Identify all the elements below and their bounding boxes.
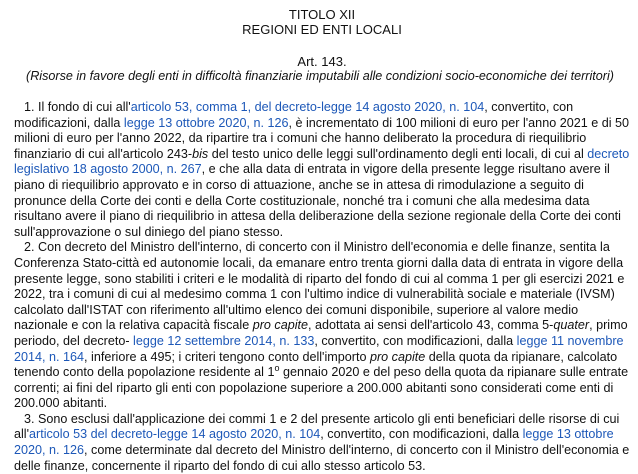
italic-term: pro capite [369,349,426,364]
italic-term: pro capite [252,318,309,333]
law-link[interactable]: articolo 53 del decreto-legge 14 agosto 2020, n. 104 [29,427,321,442]
law-link[interactable]: decreto legislativo 18 agosto 2000, n. 267 [14,146,630,177]
italic-term: quater [553,318,590,333]
text-span: , e che alla data di entrata in vigore della presente legge risultano avere il piano di riequilibrio approvato e in corso di attuazione, anche se in attesa di rimodulazione a seguito di pronunce della Corte dei conti e della Corte costituzionale, nonché tra i comuni che alla medesima data risultano avere il piano di riequilibrio in attesa della deliberazione della sezione regionale della Corte dei conti sull'approvazione o sul diniego del piano stesso. [14,162,621,239]
title-subheading: REGIONI ED ENTI LOCALI [242,22,402,37]
text-span: , convertito, con modificazioni, dalla [14,100,574,130]
text-span: , è incrementato di 100 milioni di euro per l'anno 2021 e di 50 milioni di euro per l'anno 2022, da ripartire tra i comuni che hanno deliberato la procedura di riequilibrio finanziario di cui all'articolo 243- [14,115,630,161]
text-span: 1. Il fondo di cui all' [24,100,131,114]
text-span: , primo periodo, del decreto- [14,318,628,348]
text-span: , convertito, con modificazioni, dalla [320,427,523,442]
law-link[interactable]: legge 11 novembre 2014, n. 164 [14,333,624,364]
italic-term: bis [192,146,209,161]
text-span: gennaio 2020 e del peso della quota da ripianare sulle entrate correnti; ai fini del riparto gli enti con popolazione superiore a 200.000 abitanti sono considerati come enti di 200.000 abitanti. [14,365,629,411]
law-link[interactable]: articolo 53, comma 1, del decreto-legge 14 agosto 2020, n. 104 [130,100,485,114]
law-link[interactable]: legge 12 settembre 2014, n. 133 [133,333,315,348]
text-span: 2. Con decreto del Ministro dell'interno, di concerto con il Ministro dell'economia e delle finanze, sentita la Conferenza Stato-città ed autonomie locali, da emanare entro trenta giorni dalla data di entrata in vigore della presente legge, sono stabiliti i criteri e le modalità di riparto del fondo di cui al comma 1 per gli esercizi 2021 e 2022, tra i comuni di cui al medesimo comma 1 con l'ultimo indice di vulnerabilità sociale e materiale (IVSM) calcolato dall'ISTAT con riferimento all'ultimo elenco dei comuni disponibile, superiore al valore medio nazionale e con la relativa capacità fiscale [14,240,625,333]
text-span: , convertito, con modificazioni, dalla [314,333,517,348]
text-span: 3. Sono esclusi dall'applicazione dei commi 1 e 2 del presente articolo gli enti beneficiari delle risorse di cui all' [14,411,620,442]
text-span: del testo unico delle leggi sull'ordinamento degli enti locali, di cui al [208,146,588,161]
law-link[interactable]: legge 13 ottobre 2020, n. 126 [14,427,614,458]
text-span: , come determinate dal decreto del Ministro dell'interno, di concerto con il Ministro dell'economia e delle finanze, concernente il riparto del fondo di cui allo stesso articolo 53. [14,443,630,473]
text-span: della quota da ripianare, calcolato tenendo conto della popolazione residente al 1 [14,349,618,380]
text-span: , inferiore a 495; i criteri tengono conto dell'importo [84,349,370,364]
paragraph-3 [14,412,630,474]
paragraph-2 [14,240,630,412]
title-heading: TITOLO XII [288,7,356,22]
ordinal-superscript: o [274,362,280,373]
paragraph-1 [14,100,630,240]
article-rubric: (Risorse in favore degli enti in difficoltà finanziarie imputabili alle condizioni socio-economiche dei territori) [26,69,614,83]
law-link[interactable]: legge 13 ottobre 2020, n. 126 [123,115,289,130]
text-span: , adottata ai sensi dell'articolo 43, comma 5- [308,318,554,333]
article-number: Art. 143. [297,54,347,69]
